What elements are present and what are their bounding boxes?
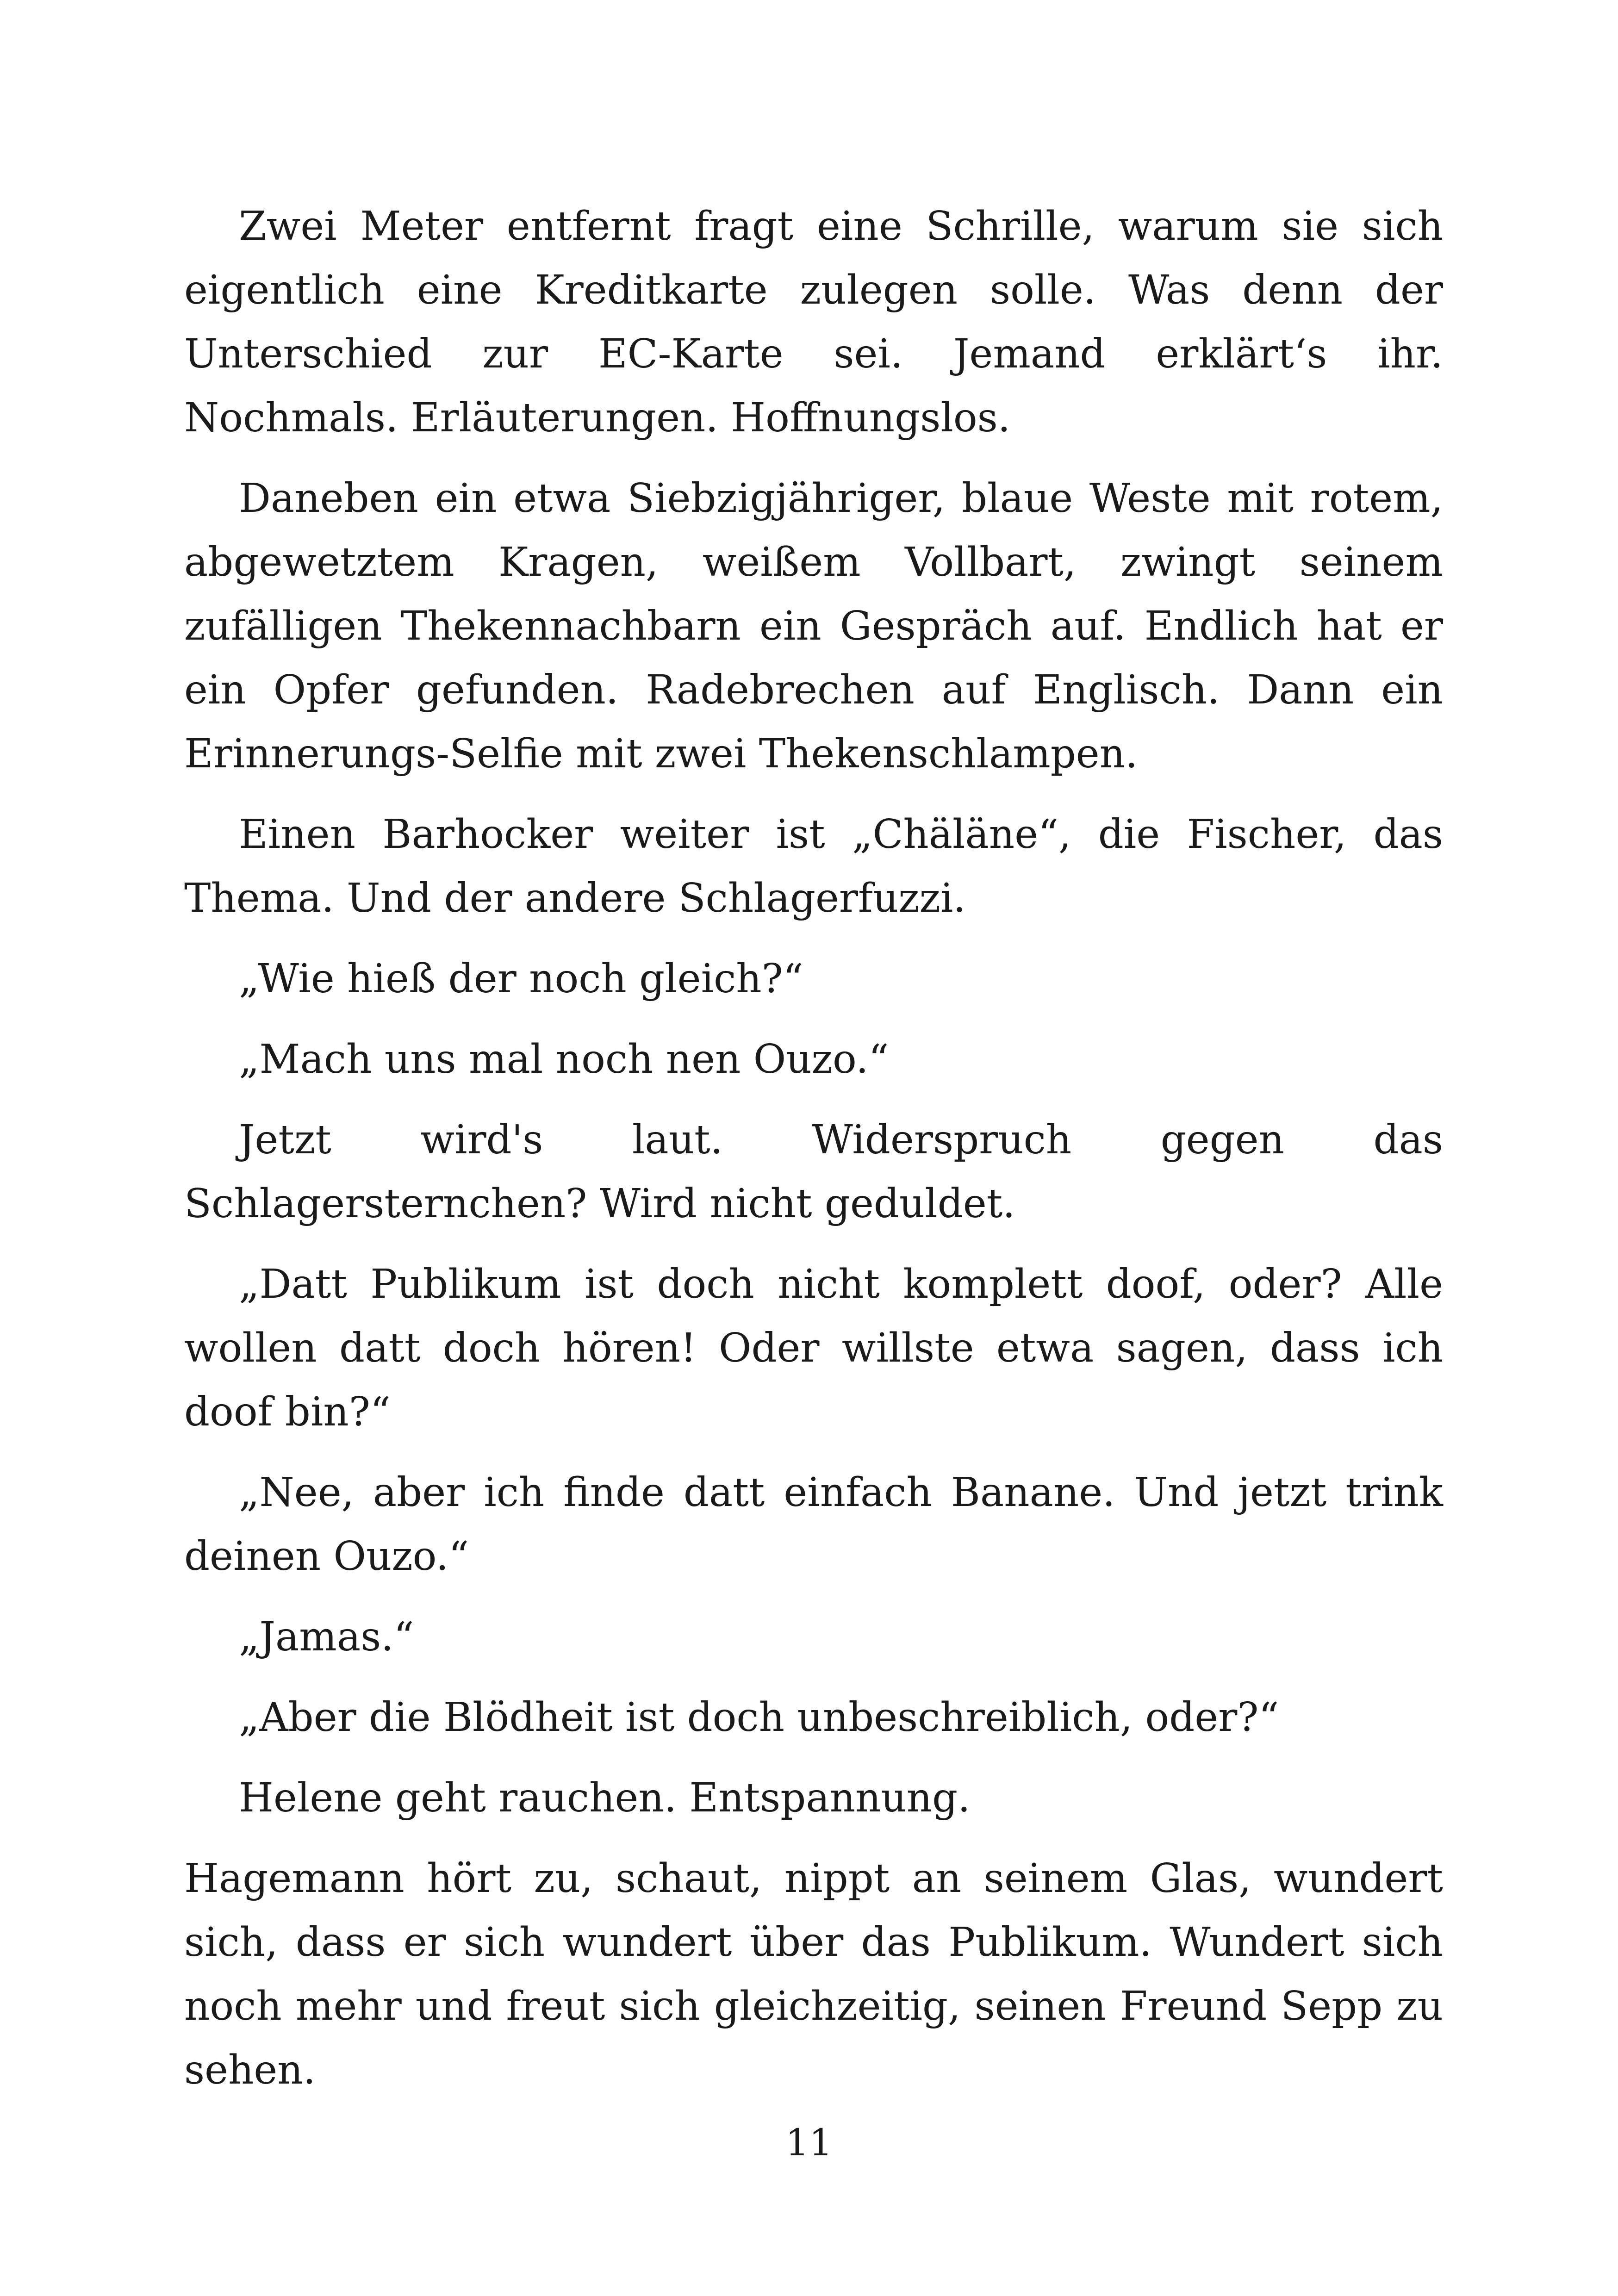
body-text: [184, 194, 1443, 2119]
paragraph: Daneben ein etwa Siebzigjähriger, blaue Weste mit rotem, abgewetztem Kragen, weißem Vollbart, zwingt seinem zufälligen Thekennachbarn ein Gespräch auf. Endlich hat er ein Opfer gefunden. Radebrechen auf Englisch. Dann ein Erinnerungs-Selfie mit zwei Thekenschlampen.: [184, 475, 1443, 777]
paragraph: Helene geht rauchen. Entspannung.: [239, 1775, 971, 1821]
paragraph: Jetzt wird's laut. Widerspruch gegen das Schlagersternchen? Wird nicht geduldet.: [184, 1117, 1443, 1227]
paragraph: Zwei Meter entfernt fragt eine Schrille, warum sie sich eigentlich eine Kreditkarte zulegen solle. Was denn der Unterschied zur EC-Karte sei. Jemand erklärt‘s ihr. Nochmals. Erläuterungen. Hoffnungslos.: [184, 203, 1443, 441]
paragraph: Einen Barhocker weiter ist „Chäläne“, die Fischer, das Thema. Und der andere Schlagerfuzzi.: [184, 811, 1443, 921]
paragraph: „Wie hieß der noch gleich?“: [239, 956, 803, 1002]
paragraph: „Datt Publikum ist doch nicht komplett doof, oder? Alle wollen datt doch hören! Oder willste etwa sagen, dass ich doof bin?“: [184, 1261, 1443, 1435]
paragraph: „Jamas.“: [239, 1614, 414, 1660]
paragraph: Hagemann hört zu, schaut, nippt an seinem Glas, wundert sich, dass er sich wundert über das Publikum. Wundert sich noch mehr und freut sich gleichzeitig, seinen Freund Sepp zu sehen.: [184, 1855, 1443, 2093]
paragraph: „Nee, aber ich finde datt einfach Banane. Und jetzt trink deinen Ouzo.“: [184, 1469, 1443, 1580]
paragraph: „Mach uns mal noch nen Ouzo.“: [239, 1036, 889, 1083]
page-number: 11: [785, 2121, 833, 2164]
paragraph: „Aber die Blödheit ist doch unbeschreiblich, oder?“: [239, 1694, 1279, 1741]
